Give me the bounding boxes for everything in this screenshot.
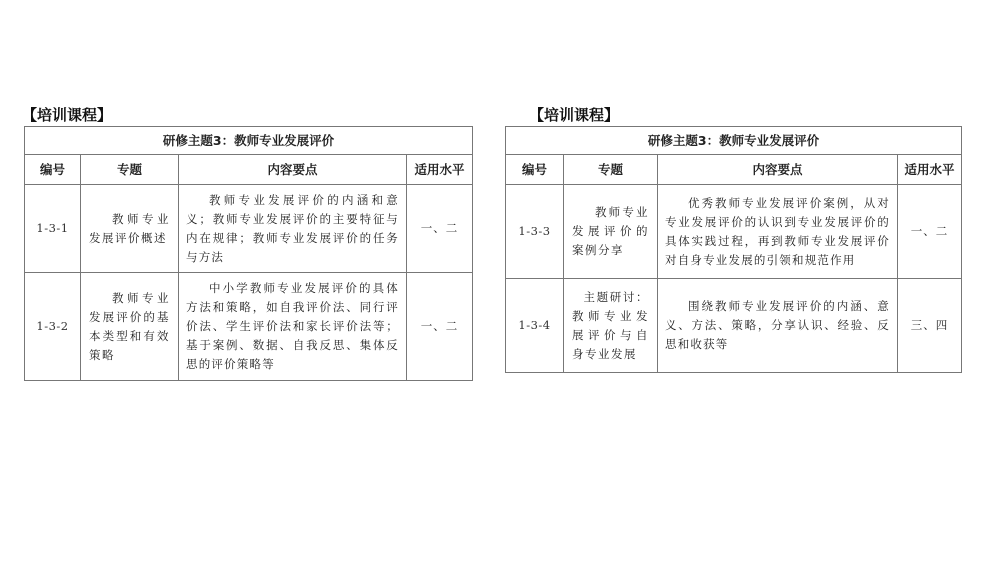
row-level: 一、二	[898, 185, 962, 279]
table-row	[25, 185, 473, 273]
table-row	[506, 279, 962, 373]
left-header-row	[25, 155, 473, 185]
table-row	[506, 185, 962, 279]
row-code: 1-3-1	[25, 185, 81, 273]
row-content: 教师专业发展评价的内涵和意义；教师专业发展评价的主要特征与内在规律；教师专业发展评价的任务与方法	[179, 185, 407, 273]
left-course-table	[24, 126, 473, 381]
row-topic: 教师专业发展评价的案例分享	[564, 185, 658, 279]
row-content: 围绕教师专业发展评价的内涵、意义、方法、策略，分享认识、经验、反思和收获等	[658, 279, 898, 373]
right-header-level: 适用水平	[898, 155, 962, 185]
row-topic: 教师专业发展评价的基本类型和有效策略	[81, 273, 179, 381]
row-level: 一、二	[407, 185, 473, 273]
left-header-topic: 专题	[81, 155, 179, 185]
right-header-topic: 专题	[564, 155, 658, 185]
right-header-row	[506, 155, 962, 185]
left-header-level: 适用水平	[407, 155, 473, 185]
row-code: 1-3-2	[25, 273, 81, 381]
right-course-table	[505, 126, 962, 373]
row-content: 中小学教师专业发展评价的具体方法和策略，如自我评价法、同行评价法、学生评价法和家长评价法等；基于案例、数据、自我反思、集体反思的评价策略等	[179, 273, 407, 381]
row-topic: 主题研讨：教师专业发展评价与自身专业发展	[564, 279, 658, 373]
row-content: 优秀教师专业发展评价案例，从对专业发展评价的认识到专业发展评价的具体实践过程，再到教师专业发展评价对自身专业发展的引领和规范作用	[658, 185, 898, 279]
row-code: 1-3-4	[506, 279, 564, 373]
left-theme-title: 研修主题3：教师专业发展评价	[25, 127, 473, 155]
row-level: 一、二	[407, 273, 473, 381]
row-level: 三、四	[898, 279, 962, 373]
table-row	[25, 273, 473, 381]
left-header-code: 编号	[25, 155, 81, 185]
right-header-content: 内容要点	[658, 155, 898, 185]
row-topic: 教师专业发展评价概述	[81, 185, 179, 273]
left-theme-row	[25, 127, 473, 155]
right-header-code: 编号	[506, 155, 564, 185]
right-theme-title: 研修主题3：教师专业发展评价	[506, 127, 962, 155]
left-header-content: 内容要点	[179, 155, 407, 185]
row-code: 1-3-3	[506, 185, 564, 279]
right-section-title: 【培训课程】	[529, 106, 620, 124]
right-theme-row	[506, 127, 962, 155]
left-section-title: 【培训课程】	[22, 106, 113, 124]
